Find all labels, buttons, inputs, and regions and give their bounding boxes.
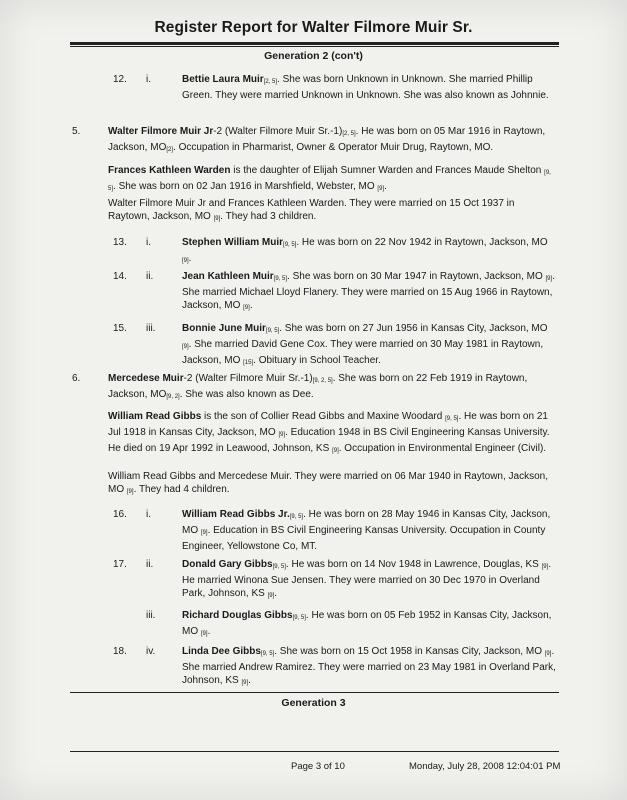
person-name: Bonnie June Muir [182,323,266,334]
report-timestamp: Monday, July 28, 2008 12:04:01 PM [409,761,561,772]
person-name: Mercedese Muir [108,373,184,384]
citation: [9] [200,631,208,637]
entry-jean [182,270,556,315]
entry-text: . [384,181,387,192]
entry-text: . [248,675,251,686]
entry-text: -2 (Walter Filmore Muir Sr.-1) [183,373,313,384]
entry-text: is the son of Collier Read Gibbs and Maxine Woodard [201,411,443,422]
entry-text: . She married David Gene Cox. They were married on 30 May 1981 in Raytown, Jackson, MO [182,339,544,366]
entry-linda [182,645,558,690]
citation: [9, 5] [283,242,297,248]
generation-heading: Generation 2 (con't) [264,50,363,62]
entry-mercedese [108,372,556,404]
entry-text: . He was born on 28 May 1946 in Kansas City, Jackson, MO [182,509,551,536]
citation: [9] [126,489,134,495]
citation: [9, 5] [272,564,286,570]
citation: [9] [213,216,221,222]
entry-text: . She was born on 22 Feb 1919 in Raytown, Jackson, MO [108,373,528,400]
person-name: Stephen William Muir [182,237,284,248]
person-name: Walter Filmore Muir Jr [108,126,214,137]
entry-text: . She was born on 15 Oct 1958 in Kansas City, Jackson, MO [274,646,542,657]
entry-text: . Obituary in School Teacher. [253,355,381,366]
entry-text: . He was born on 05 Feb 1952 in Kansas City, Jackson, MO [182,610,552,637]
entry-number: 15. [113,323,127,334]
entry-number: 17. [113,559,127,570]
citation: [9, 5] [292,615,306,621]
entry-text: . She was also known as Dee. [179,389,314,400]
generation-3-heading: Generation 3 [281,697,346,709]
person-name: Richard Douglas Gibbs [182,610,293,621]
citation: [9, 5] [445,416,459,422]
footer-rule [70,751,559,752]
entry-bettie [182,73,552,102]
citation: [9] [332,448,339,454]
person-name: Linda Dee Gibbs [182,646,261,657]
child-roman: i. [146,74,151,85]
entry-text: . She was born on 30 Mar 1947 in Raytown, Jackson, MO [287,271,543,282]
report-title: Register Report for Walter Filmore Muir Sr. [154,19,473,36]
child-roman: ii. [146,559,154,570]
entry-text: . He was born on 22 Nov 1942 in Raytown, Jackson, MO [296,237,548,248]
citation: [9] [541,564,549,570]
entry-richard [182,609,558,641]
child-roman: i. [146,237,151,248]
entry-text: William Read Gibbs and Mercedese Muir. They were married on 06 Mar 1940 in Raytown, Jackson, MO [108,471,549,495]
entry-text: . He was born on 14 Nov 1948 in Lawrence, Douglas, KS [285,559,539,570]
marriage-walter-frances [108,197,552,226]
entry-text: . He was born on 05 Mar 1916 in Raytown, Jackson, MO [108,126,546,153]
person-name: Jean Kathleen Muir [182,271,274,282]
person-name: Bettie Laura Muir [182,74,264,85]
citation: [9] [267,593,275,599]
child-roman: iv. [146,646,156,657]
entry-text: . He was born on 21 Jul 1918 in Kansas City, Jackson, MO [108,411,548,438]
entry-text: . She was born Unknown in Unknown. She married Phillip Green. They were married Unknown in Unknown. She was also known as Johnnie. [182,74,549,101]
entry-text: . She was born on 27 Jun 1956 in Kansas City, Jackson, MO [279,323,548,334]
generation3-rule [70,692,559,693]
entry-donald [182,558,558,603]
entry-number: 18. [113,646,127,657]
person-name: William Read Gibbs Jr. [182,509,290,520]
citation: [9] [544,651,552,657]
title-rule [70,42,559,45]
citation: [9, 5] [260,651,275,657]
page-number: Page 3 of 10 [291,761,345,772]
entry-bonnie [182,322,556,370]
entry-text: . Education 1948 in BS Civil Engineering Kansas University. He died on 19 Apr 1992 in Leawood, Johnson, KS [108,427,550,454]
entry-text: . Occupation in Pharmarist, Owner & Operator Muir Drug, Raytown, MO. [173,142,494,153]
citation: [9] [241,680,249,686]
entry-text: . [274,588,278,599]
child-roman: ii. [146,271,154,282]
spouse-william [108,410,556,458]
entry-text: . Education in BS Civil Engineering Kansas University. Occupation in County Engineer, Yellowstone Co, MT. [182,525,546,552]
marriage-william-mercedese [108,470,556,499]
citation: [9, 5] [273,276,288,282]
entry-number: 12. [113,74,127,85]
citation: [9, 2, 5] [312,378,333,384]
citation: [2, 5] [342,131,356,137]
entry-text: . She married Michael Lloyd Flanery. They were married on 15 Aug 1966 in Raytown, Jackson, MO [182,271,555,311]
entry-text: . He married Winona Sue Jensen. They were married on 30 Dec 1970 in Overland Park, Johnson, KS [182,559,552,599]
entry-text: . She married Andrew Ramirez. They were married on 23 May 1981 in Overland Park, Johnson, KS [182,646,556,686]
entry-text: Walter Filmore Muir Jr and Frances Kathleen Warden. They were married on 15 Oct 1937 in Raytown, Jackson, MO [108,198,515,222]
entry-number: 14. [113,271,127,282]
citation: [2] [166,147,174,153]
entry-number: 6. [72,373,81,384]
citation: [9] [182,258,189,264]
person-name: Frances Kathleen Warden [108,165,231,176]
entry-number: 13. [113,237,127,248]
child-roman: i. [146,509,151,520]
entry-text: . [207,626,211,637]
person-name: Donald Gary Gibbs [182,559,273,570]
entry-william-jr [182,508,558,553]
entry-text: . They had 4 children. [133,484,230,495]
citation: [9] [182,344,189,350]
person-name: William Read Gibbs [108,411,202,422]
citation: [9] [377,186,385,192]
citation: [9] [278,432,286,438]
entry-text: . [188,253,192,264]
entry-text: . They had 3 children. [220,211,317,222]
citation: [9, 5] [265,328,280,334]
title-rule-thin [70,46,559,47]
entry-text: . She was born on 02 Jan 1916 in Marshfield, Webster, MO [113,181,375,192]
citation: [9] [243,305,250,311]
citation: [9] [545,276,553,282]
entry-number: 5. [72,126,81,137]
entry-walter-jr [108,125,552,157]
entry-stephen [182,236,552,268]
citation: [2, 5] [263,79,278,85]
citation: [9, 5] [108,170,551,192]
entry-number: 16. [113,509,127,520]
citation: [9, 5] [289,514,304,520]
entry-text: . Occupation in Environmental Engineer (Civil). [338,443,547,454]
citation: [15] [243,360,254,366]
citation: [9, 2] [166,394,180,400]
child-roman: iii. [146,610,156,621]
child-roman: iii. [146,323,156,334]
citation: [9] [200,530,208,536]
entry-text: -2 (Walter Filmore Muir Sr.-1) [213,126,343,137]
entry-text: . [249,300,253,311]
entry-text: is the daughter of Elijah Sumner Warden and Frances Maude Shelton [230,165,542,176]
spouse-frances [108,164,552,196]
